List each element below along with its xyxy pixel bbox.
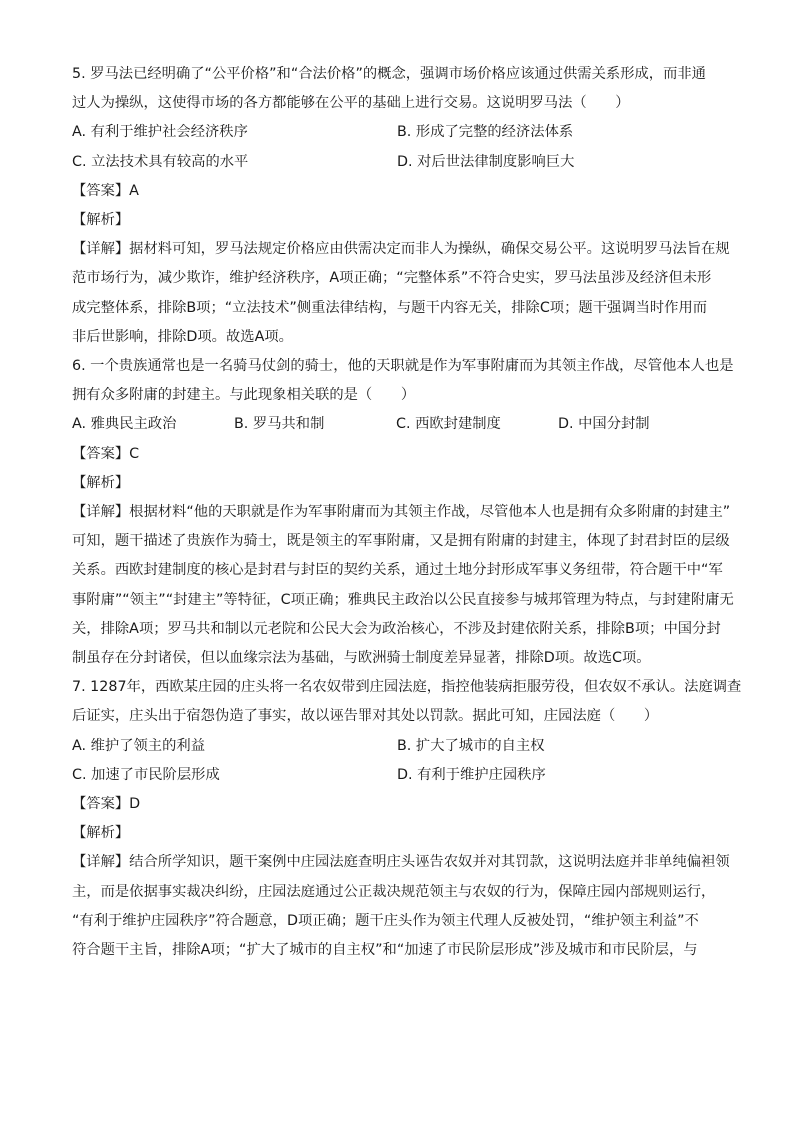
detail-line: 【详解】结合所学知识，题干案例中庄园法庭查明庄头诬告农奴并对其罚款，这说明法庭并非单纯偏袒领 [72,854,730,871]
analysis-label: 【解析】 [72,825,130,842]
detail-line: 事附庸”“领主”“封建主”等特征，C项正确；雅典民主政治以公民直接参与城邦管理为特点，与封建附庸无 [72,591,734,608]
answer-label: 【答案】D [72,796,141,813]
options-row [72,732,722,761]
option-a: A. 有利于维护社会经济秩序 [72,124,248,141]
answer-label: 【答案】C [72,445,140,462]
detail-line: 可知，题干描述了贵族作为骑士，既是领主的军事附庸，又是拥有附庸的封建主，体现了封君封臣的层级 [72,533,730,550]
option-b: B. 扩大了城市的自主权 [397,737,545,754]
options-row [72,148,722,177]
options-row [72,118,722,147]
detail-line: 成完整体系，排除B项；“立法技术”侧重法律结构，与题干内容无关，排除C项；题干强调当时作用而 [72,299,708,316]
detail-line: 主，而是依据事实裁决纠纷，庄园法庭通过公正裁决规范领主与农奴的行为，保障庄园内部规则运行， [72,883,716,900]
option-c: C. 加速了市民阶层形成 [72,766,220,783]
detail-line: 范市场行为，减少欺诈，维护经济秩序，A项正确；“完整体系”不符合史实，罗马法虽涉及经济但未形 [72,270,712,287]
option-b: B. 罗马共和制 [234,416,325,433]
document-page [72,60,742,965]
question-stem-line: 7. 1287年，西欧某庄园的庄头将一名农奴带到庄园法庭，指控他装病拒服劳役，但农奴不承认。法庭调查 [72,679,742,696]
question-6 [72,352,734,673]
option-a: A. 维护了领主的利益 [72,737,205,754]
option-a: A. 雅典民主政治 [72,416,177,433]
question-stem-line: 拥有众多附庸的封建主。与此现象相关联的是（ ） [72,387,416,404]
detail-line: 非后世影响，排除D项。故选A项。 [72,328,293,345]
detail-line: 关系。西欧封建制度的核心是封君与封臣的契约关系，通过土地分封形成军事义务纽带，符合题干中“军 [72,562,723,579]
detail-line: 【详解】根据材料“他的天职就是作为军事附庸而为其领主作战，尽管他本人也是拥有众多附庸的封建主” [72,504,731,521]
detail-line: “有利于维护庄园秩序”符合题意，D项正确；题干庄头作为领主代理人反被处罚，“维护领主利益”不 [72,912,699,929]
question-stem-line: 后证实，庄头出于宿怨伪造了事实，故以诬告罪对其处以罚款。据此可知，庄园法庭（ ） [72,708,659,725]
option-c: C. 立法技术具有较高的水平 [72,153,249,170]
question-stem-line: 过人为操纵，这使得市场的各方都能够在公平的基础上进行交易。这说明罗马法（ ） [72,95,630,112]
analysis-label: 【解析】 [72,212,130,229]
option-d: D. 有利于维护庄园秩序 [397,766,546,783]
analysis-label: 【解析】 [72,474,130,491]
detail-line: 制虽存在分封诸侯，但以血缘宗法为基础，与欧洲骑士制度差异显著，排除D项。故选C项。 [72,650,651,667]
options-row [72,761,722,790]
detail-line: 符合题干主旨，排除A项；“扩大了城市的自主权”和“加速了市民阶层形成”涉及城市和市民阶层，与 [72,942,698,959]
question-stem-line: 6. 一个贵族通常也是一名骑马仗剑的骑士，他的天职就是作为军事附庸而为其领主作战，尽管他本人也是 [72,358,734,375]
question-5 [72,60,730,352]
question-7 [72,673,742,965]
detail-line: 【详解】据材料可知，罗马法规定价格应由供需决定而非人为操纵，确保交易公平。这说明罗马法旨在规 [72,241,730,258]
detail-line: 关，排除A项；罗马共和制以元老院和公民大会为政治核心，不涉及封建依附关系，排除B项；中国分封 [72,620,721,637]
answer-label: 【答案】A [72,182,139,199]
option-d: D. 中国分封制 [558,416,650,433]
options-row [72,410,722,439]
question-stem-line: 5. 罗马法已经明确了“公平价格”和“合法价格”的概念，强调市场价格应该通过供需关系形成，而非通 [72,66,706,82]
option-b: B. 形成了完整的经济法体系 [397,124,574,141]
option-d: D. 对后世法律制度影响巨大 [397,153,575,170]
option-c: C. 西欧封建制度 [396,416,501,433]
